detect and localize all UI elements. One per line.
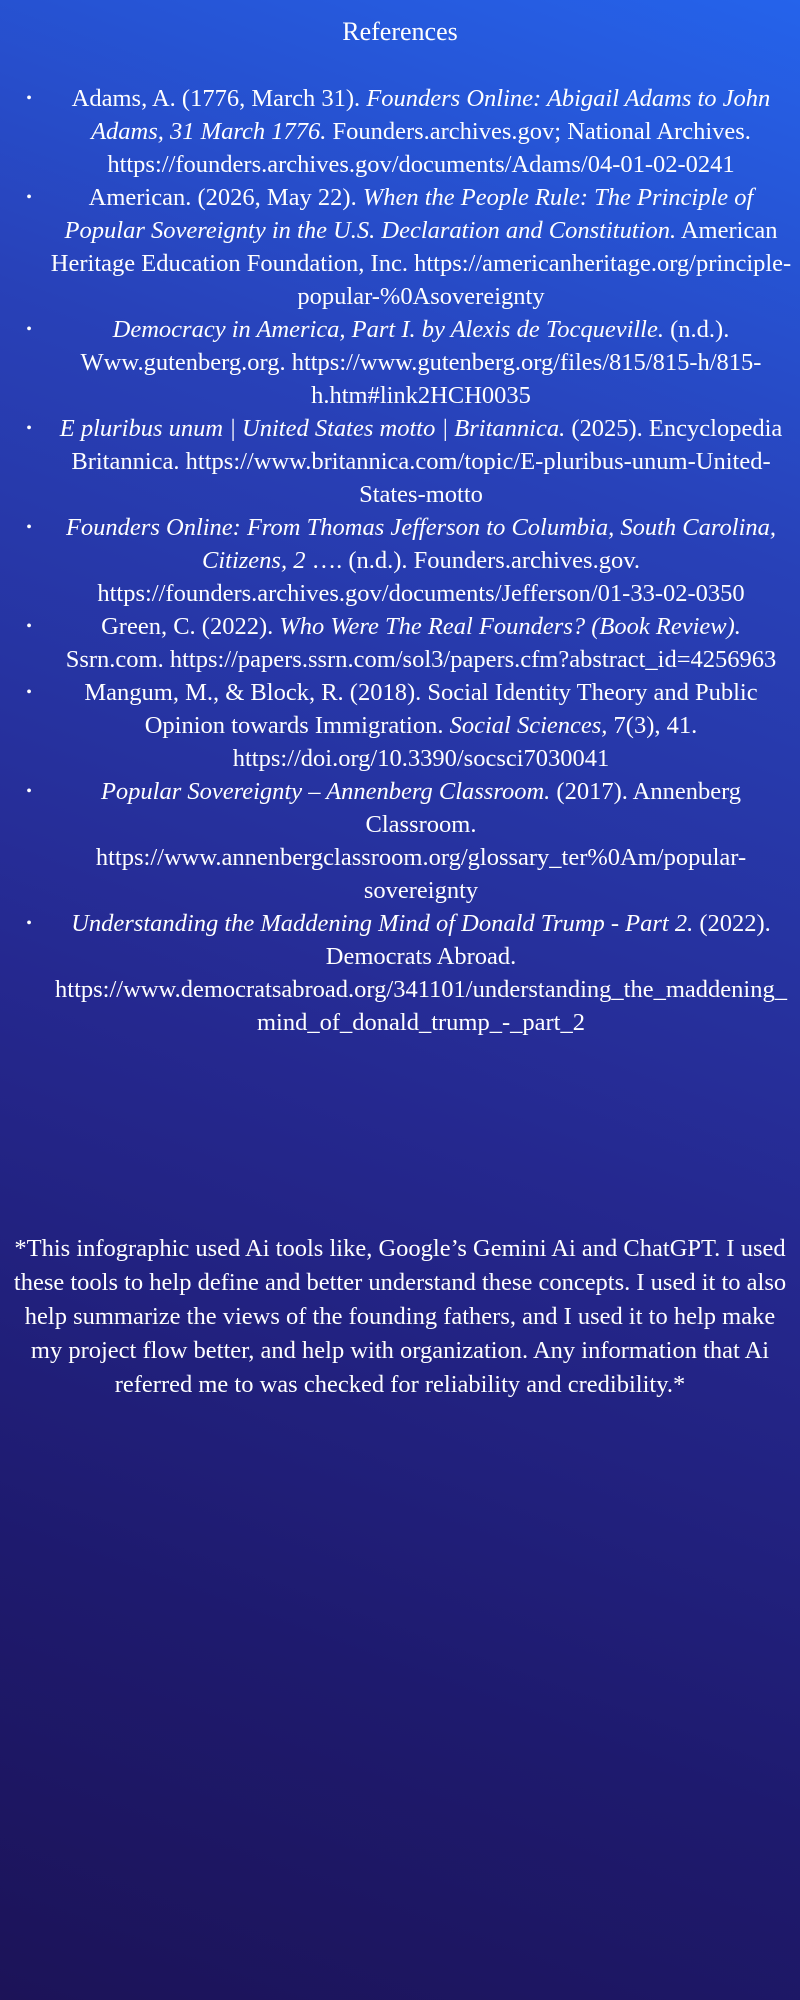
reference-item xyxy=(22,511,792,610)
reference-item xyxy=(22,775,792,907)
bullet-icon: • xyxy=(26,684,32,701)
reference-title: When the People Rule: The Principle of Popular Sovereignty in the U.S. Declaration and Constitution. xyxy=(64,184,754,244)
reference-item xyxy=(22,412,792,511)
reference-title: Founders Online: Abigail Adams to John Adams, 31 March 1776. xyxy=(91,85,771,145)
bullet-icon: • xyxy=(26,420,32,437)
reference-list xyxy=(22,82,792,1039)
bullet-icon: • xyxy=(26,915,32,932)
reference-lead: Green, C. (2022). xyxy=(101,613,280,640)
bullet-icon: • xyxy=(26,90,32,107)
bullet-icon: • xyxy=(26,783,32,800)
reference-title: Social Sciences, xyxy=(449,712,608,739)
reference-title: Understanding the Maddening Mind of Donald Trump - Part 2. xyxy=(71,910,694,937)
reference-source: (2025). Encyclopedia Britannica. https://www.britannica.com/topic/E-pluribus-unum-United-States-motto xyxy=(71,415,783,508)
reference-item xyxy=(22,181,792,313)
reference-source: (2022). Democrats Abroad. https://www.democratsabroad.org/341101/understanding_the_maddening_mind_of_donald_trump_-_part_2 xyxy=(55,910,787,1036)
bullet-icon: • xyxy=(26,321,32,338)
reference-lead: Mangum, M., & Block, R. (2018). Social Identity Theory and Public Opinion towards Immigration. xyxy=(84,679,758,739)
reference-source: …. (n.d.). Founders.archives.gov. https://founders.archives.gov/documents/Jefferson/01-33-02-0350 xyxy=(97,547,745,607)
reference-lead: American. (2026, May 22). xyxy=(88,184,363,211)
reference-item xyxy=(22,676,792,775)
ai-disclosure-note: *This infographic used Ai tools like, Google’s Gemini Ai and ChatGPT. I used these tools to help define and better understand these concepts. I used it to also help summarize the views of the founding fathers, and I used it to help make my project flow better, and help with organization. Any information that Ai referred me to was checked for reliability and credibility.* xyxy=(13,1235,787,1398)
reference-source: 7(3), 41. https://doi.org/10.3390/socsci7030041 xyxy=(232,712,698,772)
reference-lead: Adams, A. (1776, March 31). xyxy=(71,85,367,112)
reference-source: Ssrn.com. https://papers.ssrn.com/sol3/papers.cfm?abstract_id=4256963 xyxy=(65,646,777,673)
reference-title: Democracy in America, Part I. by Alexis de Tocqueville. xyxy=(112,316,664,343)
page-title: References xyxy=(342,17,458,46)
bullet-icon: • xyxy=(26,618,32,635)
reference-title: Founders Online: From Thomas Jefferson to Columbia, South Carolina, Citizens, 2 xyxy=(65,514,777,574)
reference-item xyxy=(22,907,792,1039)
reference-source: Founders.archives.gov; National Archives. https://founders.archives.gov/documents/Adams/04-01-02-0241 xyxy=(107,118,751,178)
reference-item xyxy=(22,82,792,181)
reference-item xyxy=(22,313,792,412)
reference-source: (2017). Annenberg Classroom. https://www.annenbergclassroom.org/glossary_ter%0Am/popular-sovereignty xyxy=(95,778,747,904)
reference-title: Popular Sovereignty – Annenberg Classroom. xyxy=(100,778,551,805)
bullet-icon: • xyxy=(26,519,32,536)
reference-title: E pluribus unum | United States motto | Britannica. xyxy=(59,415,566,442)
reference-item xyxy=(22,610,792,676)
reference-title: Who Were The Real Founders? (Book Review). xyxy=(279,613,741,640)
reference-source: (n.d.). Www.gutenberg.org. https://www.gutenberg.org/files/815/815-h/815-h.htm#link2HCH0035 xyxy=(80,316,762,409)
reference-source: American Heritage Education Foundation, Inc. https://americanheritage.org/principle-popular-%0Asovereignty xyxy=(50,217,792,310)
bullet-icon: • xyxy=(26,189,32,206)
